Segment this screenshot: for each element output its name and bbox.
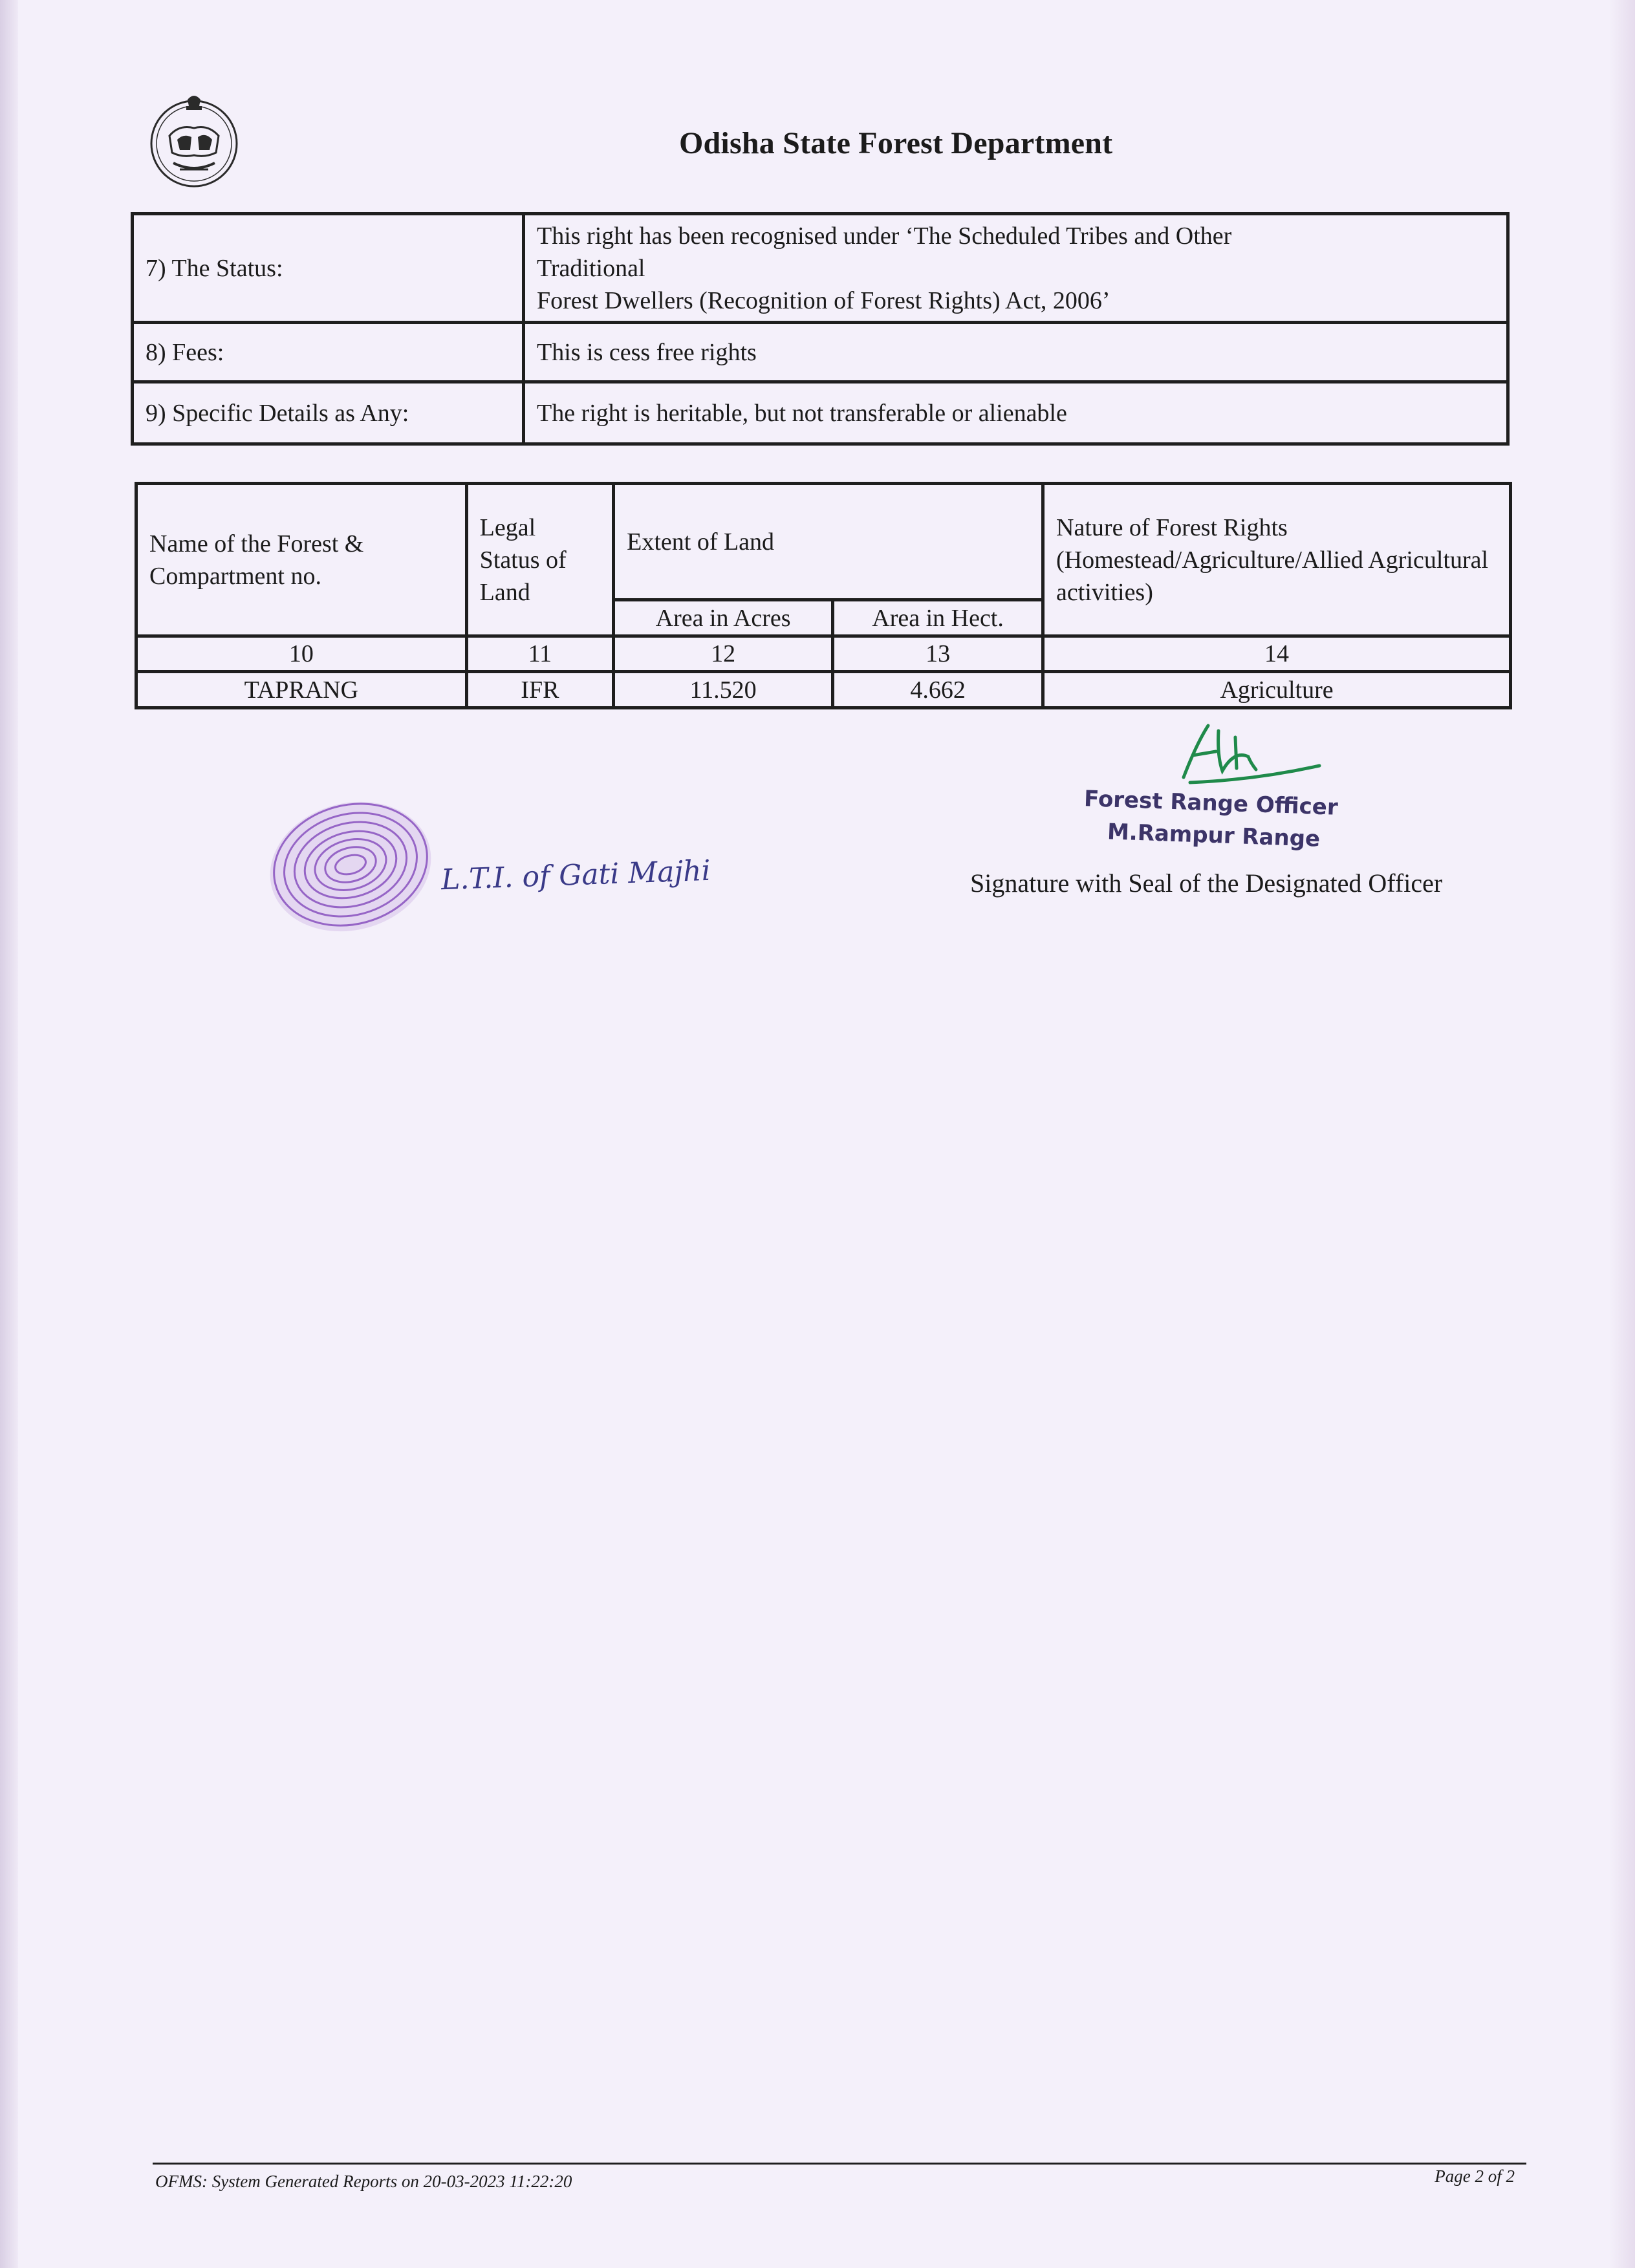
footer-divider xyxy=(153,2163,1526,2165)
page-left-edge xyxy=(0,0,18,2268)
table-row xyxy=(133,382,1508,444)
page-right-edge xyxy=(1609,0,1635,2268)
column-header-area-hect: Area in Hect. xyxy=(833,600,1043,636)
seal-officer-title: Forest Range Officer xyxy=(1083,786,1339,821)
table-row xyxy=(136,672,1511,708)
column-number: 12 xyxy=(614,636,833,672)
column-header-nature: Nature of Forest Rights (Homestead/Agriculture/Allied Agricultural activities) xyxy=(1043,484,1511,636)
status-value-line: Forest Dwellers (Recognition of Forest Rights) Act, 2006’ xyxy=(537,286,1110,314)
column-number: 14 xyxy=(1043,636,1511,672)
table-row xyxy=(133,214,1508,323)
column-header-forest-name: Name of the Forest & Compartment no. xyxy=(136,484,467,636)
specific-details-value: The right is heritable, but not transferable or alienable xyxy=(524,382,1508,444)
table-row xyxy=(133,323,1508,382)
page-number: Page 2 of 2 xyxy=(1435,2166,1515,2186)
column-number: 13 xyxy=(833,636,1043,672)
rights-status-table xyxy=(131,212,1510,446)
status-label: 7) The Status: xyxy=(133,214,524,323)
column-header-area-acres: Area in Acres xyxy=(614,600,833,636)
nature-cell: Agriculture xyxy=(1043,672,1511,708)
column-number: 11 xyxy=(466,636,614,672)
fees-label: 8) Fees: xyxy=(133,323,524,382)
area-acres-cell: 11.520 xyxy=(614,672,833,708)
officer-signature-mark xyxy=(1171,718,1332,795)
seal-range-name: M.Rampur Range xyxy=(1107,819,1321,852)
odisha-state-emblem-icon xyxy=(144,91,244,191)
forest-name-cell: TAPRANG xyxy=(136,672,467,708)
fees-value: This is cess free rights xyxy=(524,323,1508,382)
legal-status-cell: IFR xyxy=(466,672,614,708)
status-value-line: This right has been recognised under ‘The Scheduled Tribes and Other xyxy=(537,222,1232,250)
column-header-legal-status: Legal Status of Land xyxy=(466,484,614,636)
column-header-extent: Extent of Land xyxy=(614,484,1043,600)
column-number-row xyxy=(136,636,1511,672)
specific-details-label: 9) Specific Details as Any: xyxy=(133,382,524,444)
status-value-line: Traditional xyxy=(537,254,645,282)
page-title: Odisha State Forest Department xyxy=(679,126,1113,160)
thumb-impression-note: L.T.I. of Gati Majhi xyxy=(440,854,711,897)
thumb-impression xyxy=(254,790,454,945)
column-number: 10 xyxy=(136,636,467,672)
footer-report-info: OFMS: System Generated Reports on 20-03-2023 11:22:20 xyxy=(155,2172,572,2191)
status-value xyxy=(524,214,1508,323)
designated-officer-caption: Signature with Seal of the Designated Officer xyxy=(970,869,1443,898)
area-hect-cell: 4.662 xyxy=(833,672,1043,708)
forest-rights-table xyxy=(135,482,1512,709)
table-header-row xyxy=(136,484,1511,600)
